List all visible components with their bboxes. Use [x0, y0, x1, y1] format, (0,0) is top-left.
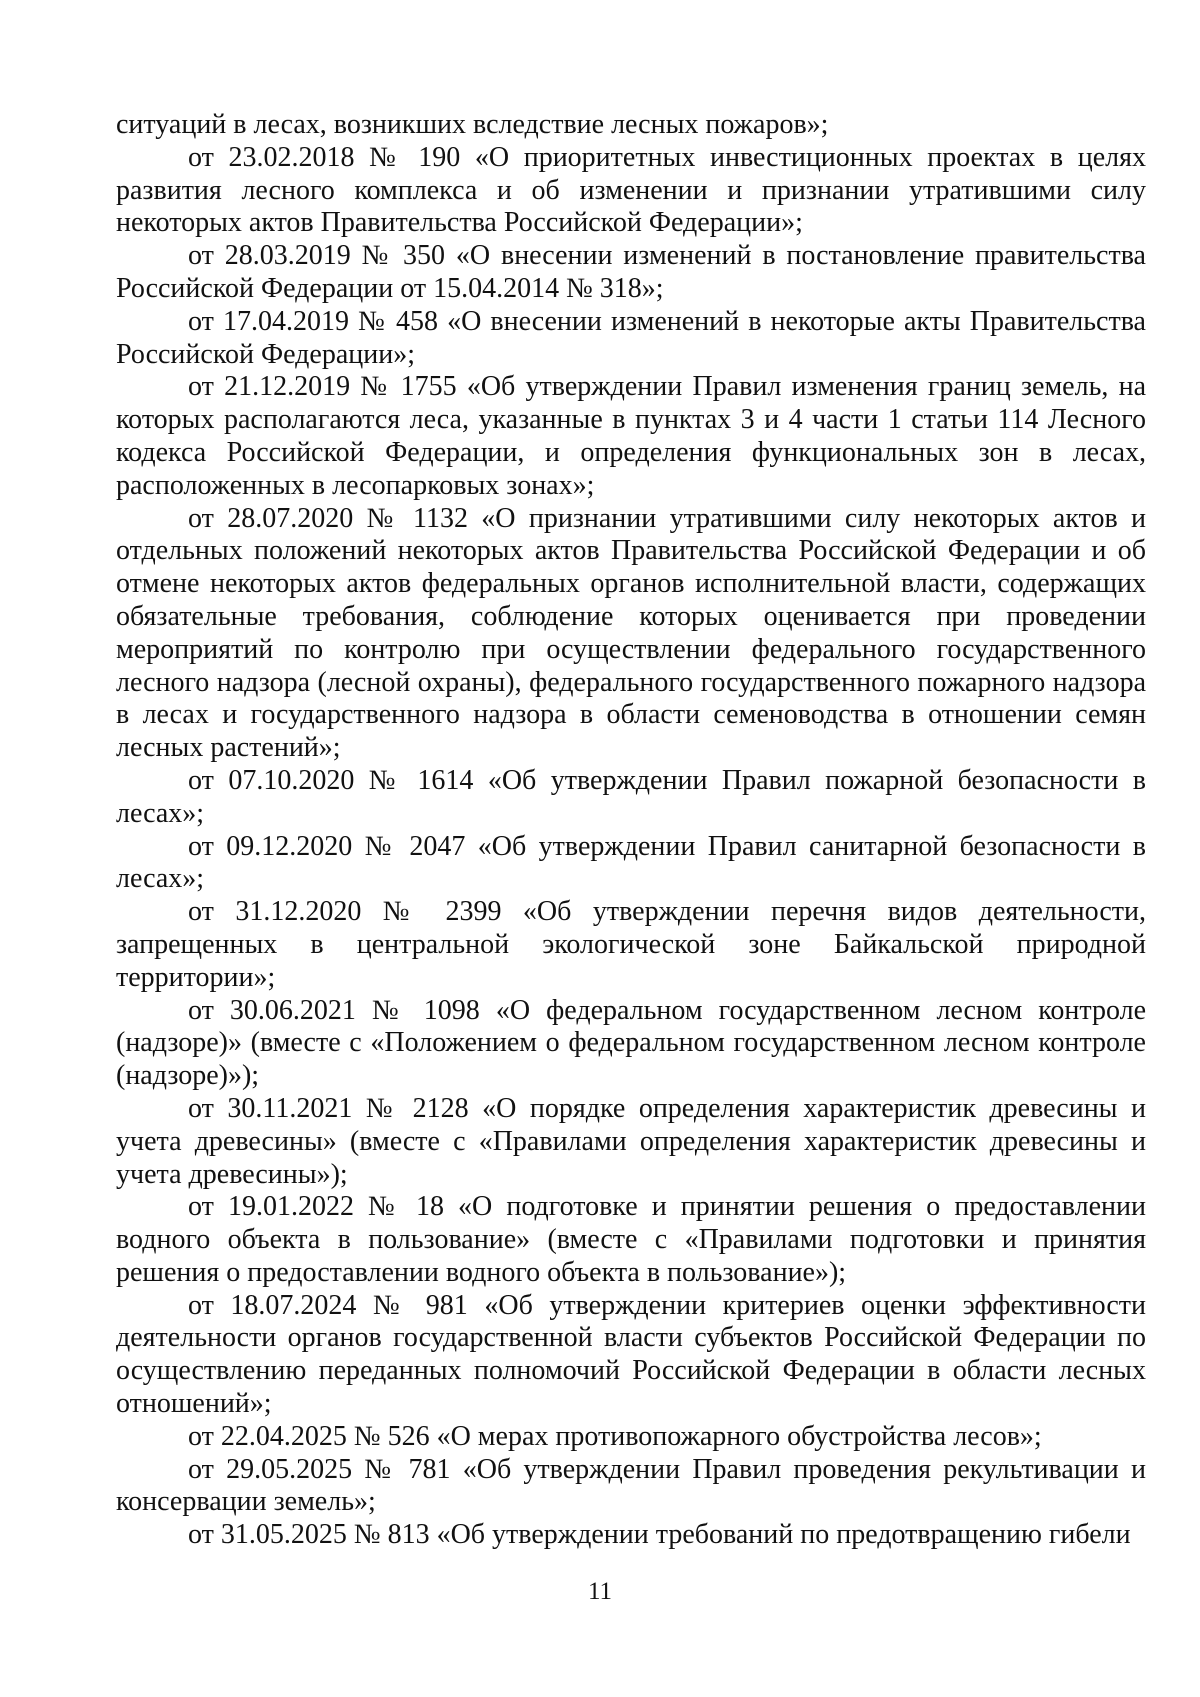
paragraph: от 31.05.2025 № 813 «Об утверждении требований по предотвращению гибели — [188, 1519, 1131, 1551]
paragraph: от 21.12.2019 № 1755 «Об утверждении Правил изменения границ земель, на которых располагаются леса, указанные в пунктах 3 и 4 части 1 статьи 114 Лесного кодекса Российской Федерации, и определения функциональных зон в лесах, расположенных в лесопарковых зонах»; — [116, 371, 1146, 501]
paragraph: от 22.04.2025 № 526 «О мерах противопожарного обустройства лесов»; — [188, 1420, 1042, 1452]
page-number: 11 — [587, 1578, 613, 1605]
paragraph: от 31.12.2020 № 2399 «Об утверждении перечня видов деятельности, запрещенных в центральной экологической зоне Байкальской природной территории»; — [116, 896, 1146, 993]
paragraph: от 29.05.2025 № 781 «Об утверждении Правил проведения рекультивации и консервации земель»; — [116, 1453, 1146, 1518]
paragraph: от 30.06.2021 № 1098 «О федеральном государственном лесном контроле (надзоре)» (вместе с «Положением о федеральном государственном лесном контроле (надзоре)»); — [116, 994, 1146, 1092]
paragraph: от 23.02.2018 № 190 «О приоритетных инвестиционных проектах в целях развития лесного комплекса и об изменении и признании утратившими силу некоторых актов Правительства Российской Федерации»; — [116, 141, 1146, 239]
document-body — [116, 109, 1146, 1552]
paragraph: от 07.10.2020 № 1614 «Об утверждении Правил пожарной безопасности в лесах»; — [116, 764, 1146, 829]
paragraph: от 17.04.2019 № 458 «О внесении изменений в некоторые акты Правительства Российской Федерации»; — [116, 305, 1146, 370]
paragraph: ситуаций в лесах, возникших вследствие лесных пожаров»; — [116, 109, 829, 140]
paragraph: от 28.03.2019 № 350 «О внесении изменений в постановление правительства Российской Федерации от 15.04.2014 № 318»; — [116, 240, 1146, 304]
paragraph: от 18.07.2024 № 981 «Об утверждении критериев оценки эффективности деятельности органов государственной власти субъектов Российской Федерации по осуществлению переданных полномочий Российской Федерации в области лесных отношений»; — [116, 1289, 1146, 1420]
paragraph: от 19.01.2022 № 18 «О подготовке и принятии решения о предоставлении водного объекта в пользование» (вместе с «Правилами подготовки и принятия решения о предоставлении водного объекта в пользование»); — [116, 1191, 1146, 1288]
paragraph: от 28.07.2020 № 1132 «О признании утратившими силу некоторых актов и отдельных положений некоторых актов Правительства Российской Федерации и об отмене некоторых актов федеральных органов исполнительной власти, содержащих обязательные требования, соблюдение которых оценивается при проведении мероприятий по контролю при осуществлении федерального государственного лесного надзора (лесной охраны), федерального государственного пожарного надзора в лесах и государственного надзора в области семеноводства в отношении семян лесных растений»; — [116, 502, 1146, 764]
paragraph: от 09.12.2020 № 2047 «Об утверждении Правил санитарной безопасности в лесах»; — [116, 830, 1146, 895]
paragraph: от 30.11.2021 № 2128 «О порядке определения характеристик древесины и учета древесины» (вместе с «Правилами определения характеристик древесины и учета древесины»); — [116, 1092, 1146, 1190]
